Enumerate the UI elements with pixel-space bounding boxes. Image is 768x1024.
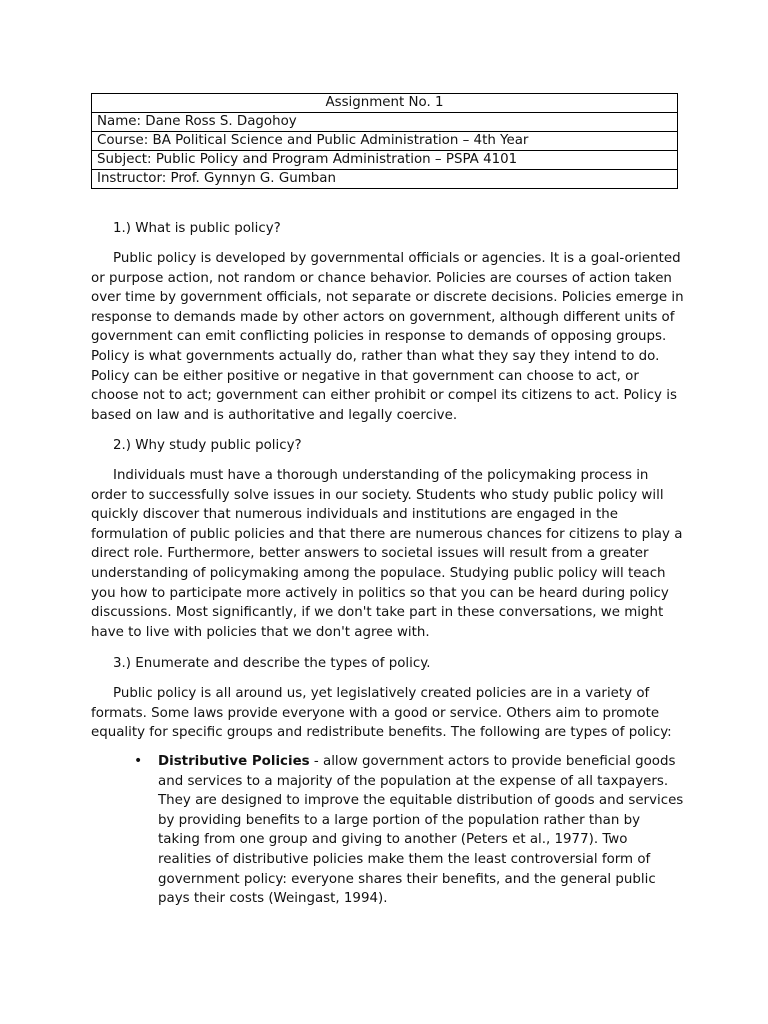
paragraph-line: choose not to act; government can either prohibit or compel its citizens to act. Policy is: [91, 388, 677, 404]
answer-2-paragraph: [91, 466, 681, 642]
header-row-name: [92, 113, 678, 132]
question-2-heading: 2.) Why study public policy?: [113, 438, 302, 453]
bullet-line: They are designed to improve the equitable distribution of goods and services: [158, 793, 684, 809]
paragraph-line: Individuals must have a thorough understanding of the policymaking process in: [113, 468, 649, 483]
paragraph-line: discussions. Most significantly, if we don't take part in these conversations, we might: [91, 605, 664, 621]
answer-3-paragraph: [91, 684, 681, 743]
paragraph-line: based on law and is authoritative and legally coercive.: [91, 407, 458, 423]
bullet-line: government policy: everyone shares their benefits, and the general public: [158, 871, 656, 887]
answer-1-paragraph: [91, 249, 684, 425]
paragraph-line: equality for specific groups and redistribute benefits. The following are types of policy:: [91, 725, 672, 741]
subject-info: Subject: Public Policy and Program Administration – PSPA 4101: [92, 151, 678, 170]
bullet-icon: •: [134, 753, 143, 769]
header-row-instructor: [92, 170, 678, 189]
paragraph-line: order to successfully solve issues in our society. Students who study public policy will: [91, 487, 664, 503]
paragraph-line: formulation of public policies and that there are numerous chances for citizens to play a: [91, 526, 683, 542]
bullet-line: by providing benefits to a large portion of the population rather than by: [158, 812, 640, 828]
bullet-item-distributive-policies: [158, 752, 683, 909]
paragraph-line: government can emit conflicting policies in response to demands of opposing groups.: [91, 329, 667, 345]
paragraph-line: or purpose action, not random or chance behavior. Policies are courses of action taken: [91, 270, 672, 286]
question-1-heading: 1.) What is public policy?: [113, 221, 281, 236]
bullet-line: taking from one group and giving to another (Peters et al., 1977). Two: [158, 832, 628, 848]
course-info: Course: BA Political Science and Public Administration – 4th Year: [92, 132, 678, 151]
paragraph-line: you how to participate more actively in politics so that you can be heard during policy: [91, 585, 669, 601]
bullet-term: Distributive Policies: [158, 754, 310, 769]
paragraph-line: quickly discover that numerous individuals and institutions are engaged in the: [91, 507, 618, 523]
paragraph-line: Public policy is all around us, yet legislatively created policies are in a variety of: [113, 686, 650, 701]
paragraph-line: formats. Some laws provide everyone with a good or service. Others aim to promote: [91, 705, 660, 721]
header-row-course: [92, 132, 678, 151]
bullet-line: pays their costs (Weingast, 1994).: [158, 891, 388, 907]
bullet-line: and services to a majority of the population at the expense of all taxpayers.: [158, 773, 669, 789]
bullet-first-line: [158, 752, 683, 772]
instructor-info: Instructor: Prof. Gynnyn G. Gumban: [92, 170, 678, 189]
header-row-subject: [92, 151, 678, 170]
assignment-header-table: [91, 93, 678, 189]
paragraph-line: response to demands made by other actors on government, although different units of: [91, 309, 675, 325]
assignment-title: Assignment No. 1: [92, 94, 678, 113]
header-row-title: [92, 94, 678, 113]
paragraph-line: Policy is what governments actually do, rather than what they say they intend to do.: [91, 348, 660, 364]
paragraph-line: Public policy is developed by governmental officials or agencies. It is a goal-oriented: [113, 251, 681, 266]
question-3-heading: 3.) Enumerate and describe the types of policy.: [113, 656, 431, 671]
student-name: Name: Dane Ross S. Dagohoy: [92, 113, 678, 132]
paragraph-line: Policy can be either positive or negative in that government can choose to act, or: [91, 368, 639, 384]
bullet-first-line-text: - allow government actors to provide beneficial goods: [309, 754, 676, 769]
paragraph-line: understanding of policymaking among the populace. Studying public policy will teach: [91, 565, 666, 581]
bullet-line: realities of distributive policies make them the least controversial form of: [158, 851, 651, 867]
paragraph-line: have to live with policies that we don't agree with.: [91, 624, 430, 640]
paragraph-line: over time by government officials, not separate or discrete decisions. Policies emerge in: [91, 290, 684, 306]
paragraph-line: direct role. Furthermore, better answers to societal issues will result from a greater: [91, 546, 649, 562]
